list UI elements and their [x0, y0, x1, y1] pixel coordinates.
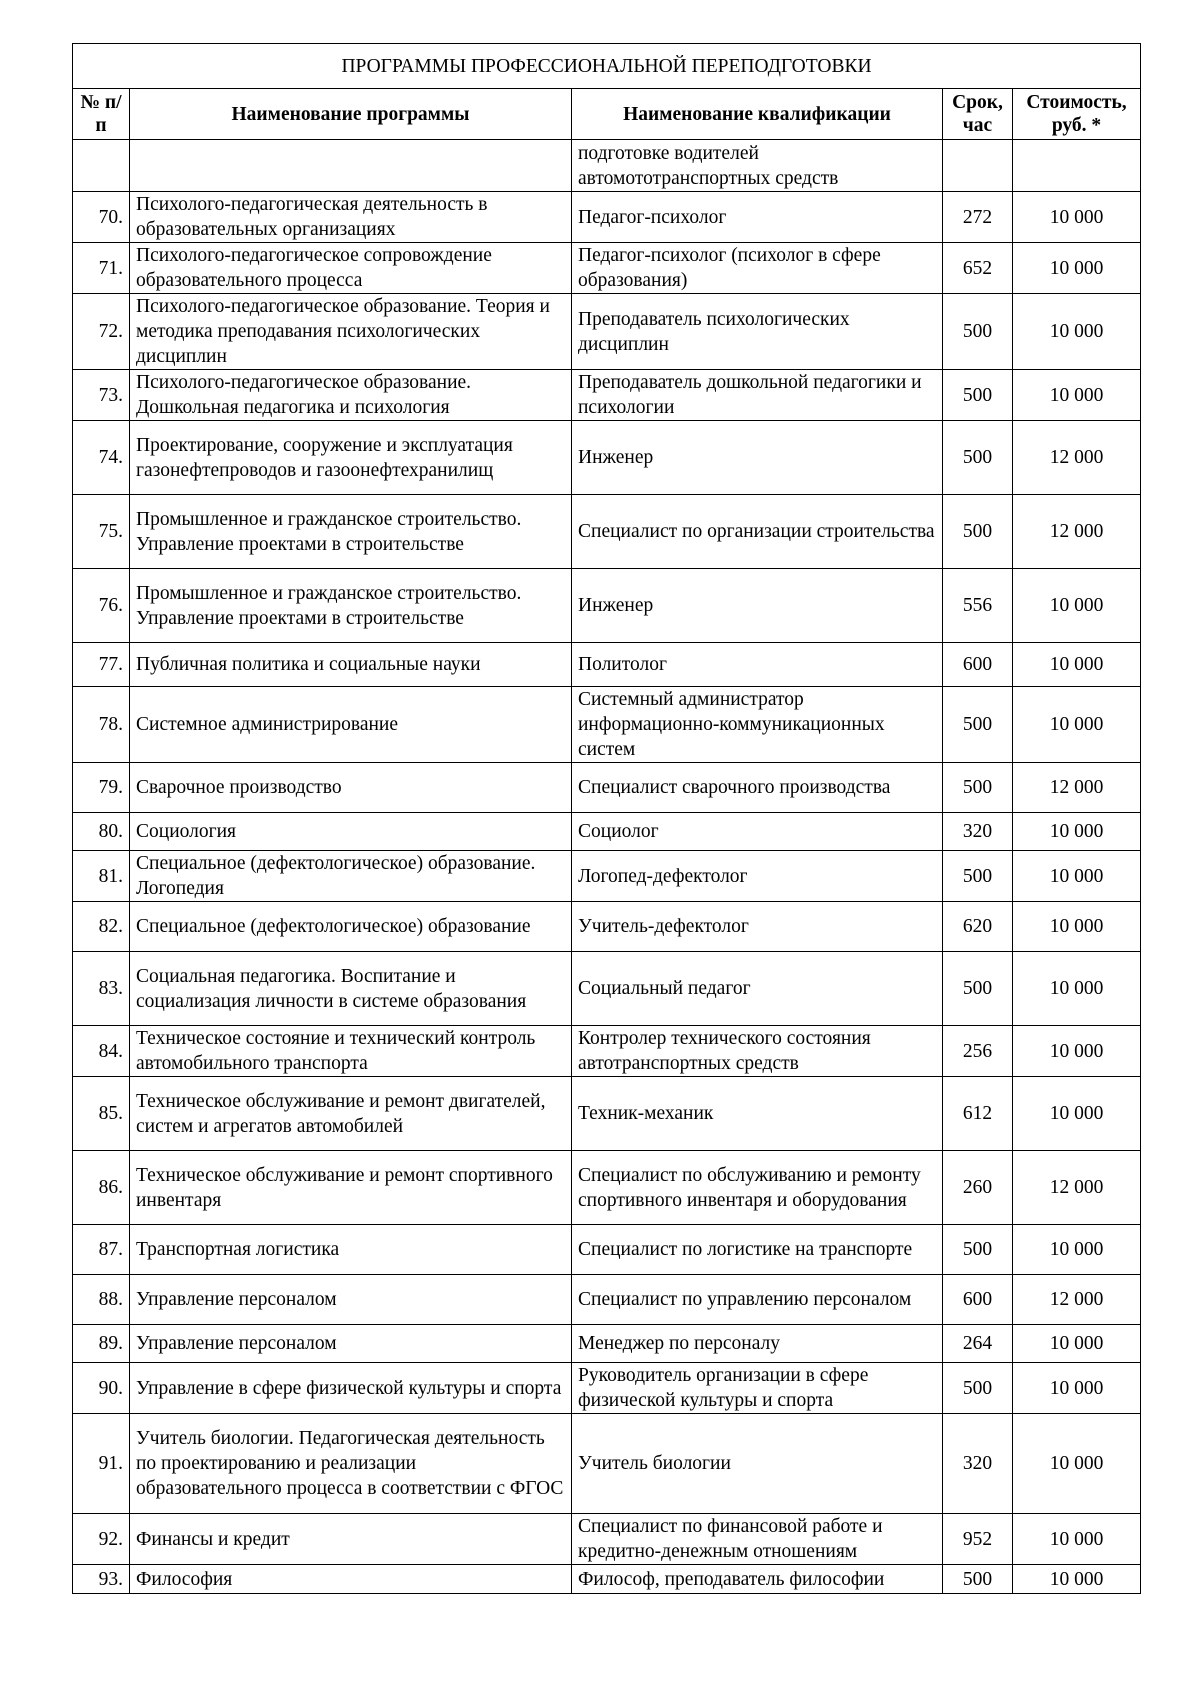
duration-hours: 500	[943, 952, 1013, 1026]
cost-rub: 10 000	[1013, 1363, 1141, 1414]
qualification-name: Логопед-дефектолог	[572, 851, 943, 902]
row-number: 70.	[73, 192, 130, 243]
cost-rub: 10 000	[1013, 294, 1141, 370]
qualification-name: Руководитель организации в сфере физической культуры и спорта	[572, 1363, 943, 1414]
row-number: 77.	[73, 643, 130, 687]
duration-hours: 500	[943, 495, 1013, 569]
program-name: Психолого-педагогическое образование. Теория и методика преподавания психологических дисциплин	[130, 294, 572, 370]
duration-hours: 500	[943, 1363, 1013, 1414]
qualification-name: Педагог-психолог	[572, 192, 943, 243]
cost-rub: 10 000	[1013, 1414, 1141, 1514]
table-row	[73, 1565, 1141, 1594]
cost-rub: 10 000	[1013, 1565, 1141, 1594]
program-name: Сварочное производство	[130, 763, 572, 813]
table-row	[73, 1077, 1141, 1151]
program-name: Промышленное и гражданское строительство. Управление проектами в строительстве	[130, 569, 572, 643]
table-header-row	[73, 89, 1141, 140]
qualification-name: Специалист по логистике на транспорте	[572, 1225, 943, 1275]
table-row	[73, 851, 1141, 902]
table-row	[73, 243, 1141, 294]
cost-rub: 10 000	[1013, 192, 1141, 243]
header-cost: Стоимость, руб. *	[1013, 89, 1141, 140]
cost-rub: 12 000	[1013, 421, 1141, 495]
row-number: 71.	[73, 243, 130, 294]
table-row	[73, 952, 1141, 1026]
duration-hours: 500	[943, 851, 1013, 902]
duration-hours: 600	[943, 643, 1013, 687]
program-name: Специальное (дефектологическое) образование. Логопедия	[130, 851, 572, 902]
qualification-name: Социолог	[572, 813, 943, 851]
header-program: Наименование программы	[130, 89, 572, 140]
document-page	[72, 43, 1140, 1594]
table-row	[73, 1275, 1141, 1325]
cost-rub: 12 000	[1013, 1151, 1141, 1225]
table-row	[73, 569, 1141, 643]
qualification-name: Специалист по управлению персоналом	[572, 1275, 943, 1325]
program-name: Психолого-педагогическое сопровождение образовательного процесса	[130, 243, 572, 294]
program-name: Управление в сфере физической культуры и спорта	[130, 1363, 572, 1414]
cost-rub: 10 000	[1013, 569, 1141, 643]
row-number	[73, 140, 130, 192]
program-name: Социальная педагогика. Воспитание и социализация личности в системе образования	[130, 952, 572, 1026]
duration-hours: 600	[943, 1275, 1013, 1325]
cost-rub: 10 000	[1013, 1514, 1141, 1565]
qualification-name: Инженер	[572, 421, 943, 495]
program-name: Техническое состояние и технический контроль автомобильного транспорта	[130, 1026, 572, 1077]
duration-hours: 500	[943, 1225, 1013, 1275]
qualification-name: Учитель-дефектолог	[572, 902, 943, 952]
row-number: 73.	[73, 370, 130, 421]
cost-rub	[1013, 140, 1141, 192]
row-number: 93.	[73, 1565, 130, 1594]
cost-rub: 10 000	[1013, 1026, 1141, 1077]
table-body	[73, 140, 1141, 1594]
row-number: 87.	[73, 1225, 130, 1275]
table-title: ПРОГРАММЫ ПРОФЕССИОНАЛЬНОЙ ПЕРЕПОДГОТОВКИ	[73, 44, 1141, 89]
row-number: 83.	[73, 952, 130, 1026]
program-name: Специальное (дефектологическое) образование	[130, 902, 572, 952]
row-number: 72.	[73, 294, 130, 370]
qualification-name: Системный администратор информационно-коммуникационных систем	[572, 687, 943, 763]
program-name: Социология	[130, 813, 572, 851]
table-row	[73, 1414, 1141, 1514]
duration-hours: 620	[943, 902, 1013, 952]
qualification-name: Контролер технического состояния автотранспортных средств	[572, 1026, 943, 1077]
row-number: 86.	[73, 1151, 130, 1225]
row-number: 84.	[73, 1026, 130, 1077]
row-number: 79.	[73, 763, 130, 813]
program-name: Проектирование, сооружение и эксплуатация газонефтепроводов и газоонефтехранилищ	[130, 421, 572, 495]
cost-rub: 10 000	[1013, 370, 1141, 421]
row-number: 85.	[73, 1077, 130, 1151]
row-number: 75.	[73, 495, 130, 569]
qualification-name: подготовке водителей автомототранспортных средств	[572, 140, 943, 192]
duration-hours: 272	[943, 192, 1013, 243]
cost-rub: 10 000	[1013, 243, 1141, 294]
header-qualification: Наименование квалификации	[572, 89, 943, 140]
table-row	[73, 495, 1141, 569]
table-row	[73, 902, 1141, 952]
duration-hours: 500	[943, 1565, 1013, 1594]
row-number: 89.	[73, 1325, 130, 1363]
duration-hours: 320	[943, 813, 1013, 851]
cost-rub: 10 000	[1013, 813, 1141, 851]
row-number: 91.	[73, 1414, 130, 1514]
qualification-name: Специалист по обслуживанию и ремонту спортивного инвентаря и оборудования	[572, 1151, 943, 1225]
cost-rub: 10 000	[1013, 1077, 1141, 1151]
row-number: 80.	[73, 813, 130, 851]
program-name	[130, 140, 572, 192]
qualification-name: Менеджер по персоналу	[572, 1325, 943, 1363]
duration-hours: 500	[943, 370, 1013, 421]
table-row	[73, 192, 1141, 243]
qualification-name: Философ, преподаватель философии	[572, 1565, 943, 1594]
cost-rub: 12 000	[1013, 763, 1141, 813]
row-number: 92.	[73, 1514, 130, 1565]
cost-rub: 12 000	[1013, 495, 1141, 569]
cost-rub: 10 000	[1013, 643, 1141, 687]
cost-rub: 10 000	[1013, 902, 1141, 952]
program-name: Транспортная логистика	[130, 1225, 572, 1275]
cost-rub: 12 000	[1013, 1275, 1141, 1325]
duration-hours: 500	[943, 294, 1013, 370]
program-name: Учитель биологии. Педагогическая деятельность по проектированию и реализации образовательного процесса в соответствии с ФГОС	[130, 1414, 572, 1514]
row-number: 76.	[73, 569, 130, 643]
program-name: Техническое обслуживание и ремонт двигателей, систем и агрегатов автомобилей	[130, 1077, 572, 1151]
program-name: Техническое обслуживание и ремонт спортивного инвентаря	[130, 1151, 572, 1225]
duration-hours	[943, 140, 1013, 192]
duration-hours: 612	[943, 1077, 1013, 1151]
qualification-name: Специалист по финансовой работе и кредитно-денежным отношениям	[572, 1514, 943, 1565]
table-row	[73, 813, 1141, 851]
program-name: Психолого-педагогическое образование. Дошкольная педагогика и психология	[130, 370, 572, 421]
header-hours: Срок, час	[943, 89, 1013, 140]
qualification-name: Преподаватель дошкольной педагогики и психологии	[572, 370, 943, 421]
qualification-name: Политолог	[572, 643, 943, 687]
table-row	[73, 294, 1141, 370]
qualification-name: Преподаватель психологических дисциплин	[572, 294, 943, 370]
row-number: 78.	[73, 687, 130, 763]
cost-rub: 10 000	[1013, 952, 1141, 1026]
table-row	[73, 1026, 1141, 1077]
qualification-name: Педагог-психолог (психолог в сфере образования)	[572, 243, 943, 294]
program-name: Управление персоналом	[130, 1325, 572, 1363]
table-title-row	[73, 44, 1141, 89]
duration-hours: 264	[943, 1325, 1013, 1363]
program-name: Промышленное и гражданское строительство. Управление проектами в строительстве	[130, 495, 572, 569]
table-row	[73, 1363, 1141, 1414]
program-name: Философия	[130, 1565, 572, 1594]
table-row	[73, 421, 1141, 495]
table-row	[73, 763, 1141, 813]
qualification-name: Специалист сварочного производства	[572, 763, 943, 813]
table-row	[73, 1151, 1141, 1225]
duration-hours: 260	[943, 1151, 1013, 1225]
table-row	[73, 1225, 1141, 1275]
row-number: 90.	[73, 1363, 130, 1414]
table-row	[73, 643, 1141, 687]
cost-rub: 10 000	[1013, 687, 1141, 763]
table-row	[73, 1514, 1141, 1565]
row-number: 82.	[73, 902, 130, 952]
duration-hours: 500	[943, 763, 1013, 813]
table-row	[73, 687, 1141, 763]
qualification-name: Инженер	[572, 569, 943, 643]
duration-hours: 952	[943, 1514, 1013, 1565]
program-name: Публичная политика и социальные науки	[130, 643, 572, 687]
duration-hours: 652	[943, 243, 1013, 294]
qualification-name: Специалист по организации строительства	[572, 495, 943, 569]
program-name: Финансы и кредит	[130, 1514, 572, 1565]
table-row	[73, 370, 1141, 421]
table-row	[73, 140, 1141, 192]
duration-hours: 500	[943, 687, 1013, 763]
duration-hours: 500	[943, 421, 1013, 495]
qualification-name: Техник-механик	[572, 1077, 943, 1151]
duration-hours: 556	[943, 569, 1013, 643]
duration-hours: 320	[943, 1414, 1013, 1514]
row-number: 81.	[73, 851, 130, 902]
programs-table	[72, 43, 1141, 1594]
table-row	[73, 1325, 1141, 1363]
row-number: 88.	[73, 1275, 130, 1325]
program-name: Психолого-педагогическая деятельность в образовательных организациях	[130, 192, 572, 243]
duration-hours: 256	[943, 1026, 1013, 1077]
program-name: Управление персоналом	[130, 1275, 572, 1325]
cost-rub: 10 000	[1013, 1325, 1141, 1363]
row-number: 74.	[73, 421, 130, 495]
qualification-name: Учитель биологии	[572, 1414, 943, 1514]
cost-rub: 10 000	[1013, 1225, 1141, 1275]
header-num: № п/п	[73, 89, 130, 140]
program-name: Системное администрирование	[130, 687, 572, 763]
cost-rub: 10 000	[1013, 851, 1141, 902]
qualification-name: Социальный педагог	[572, 952, 943, 1026]
